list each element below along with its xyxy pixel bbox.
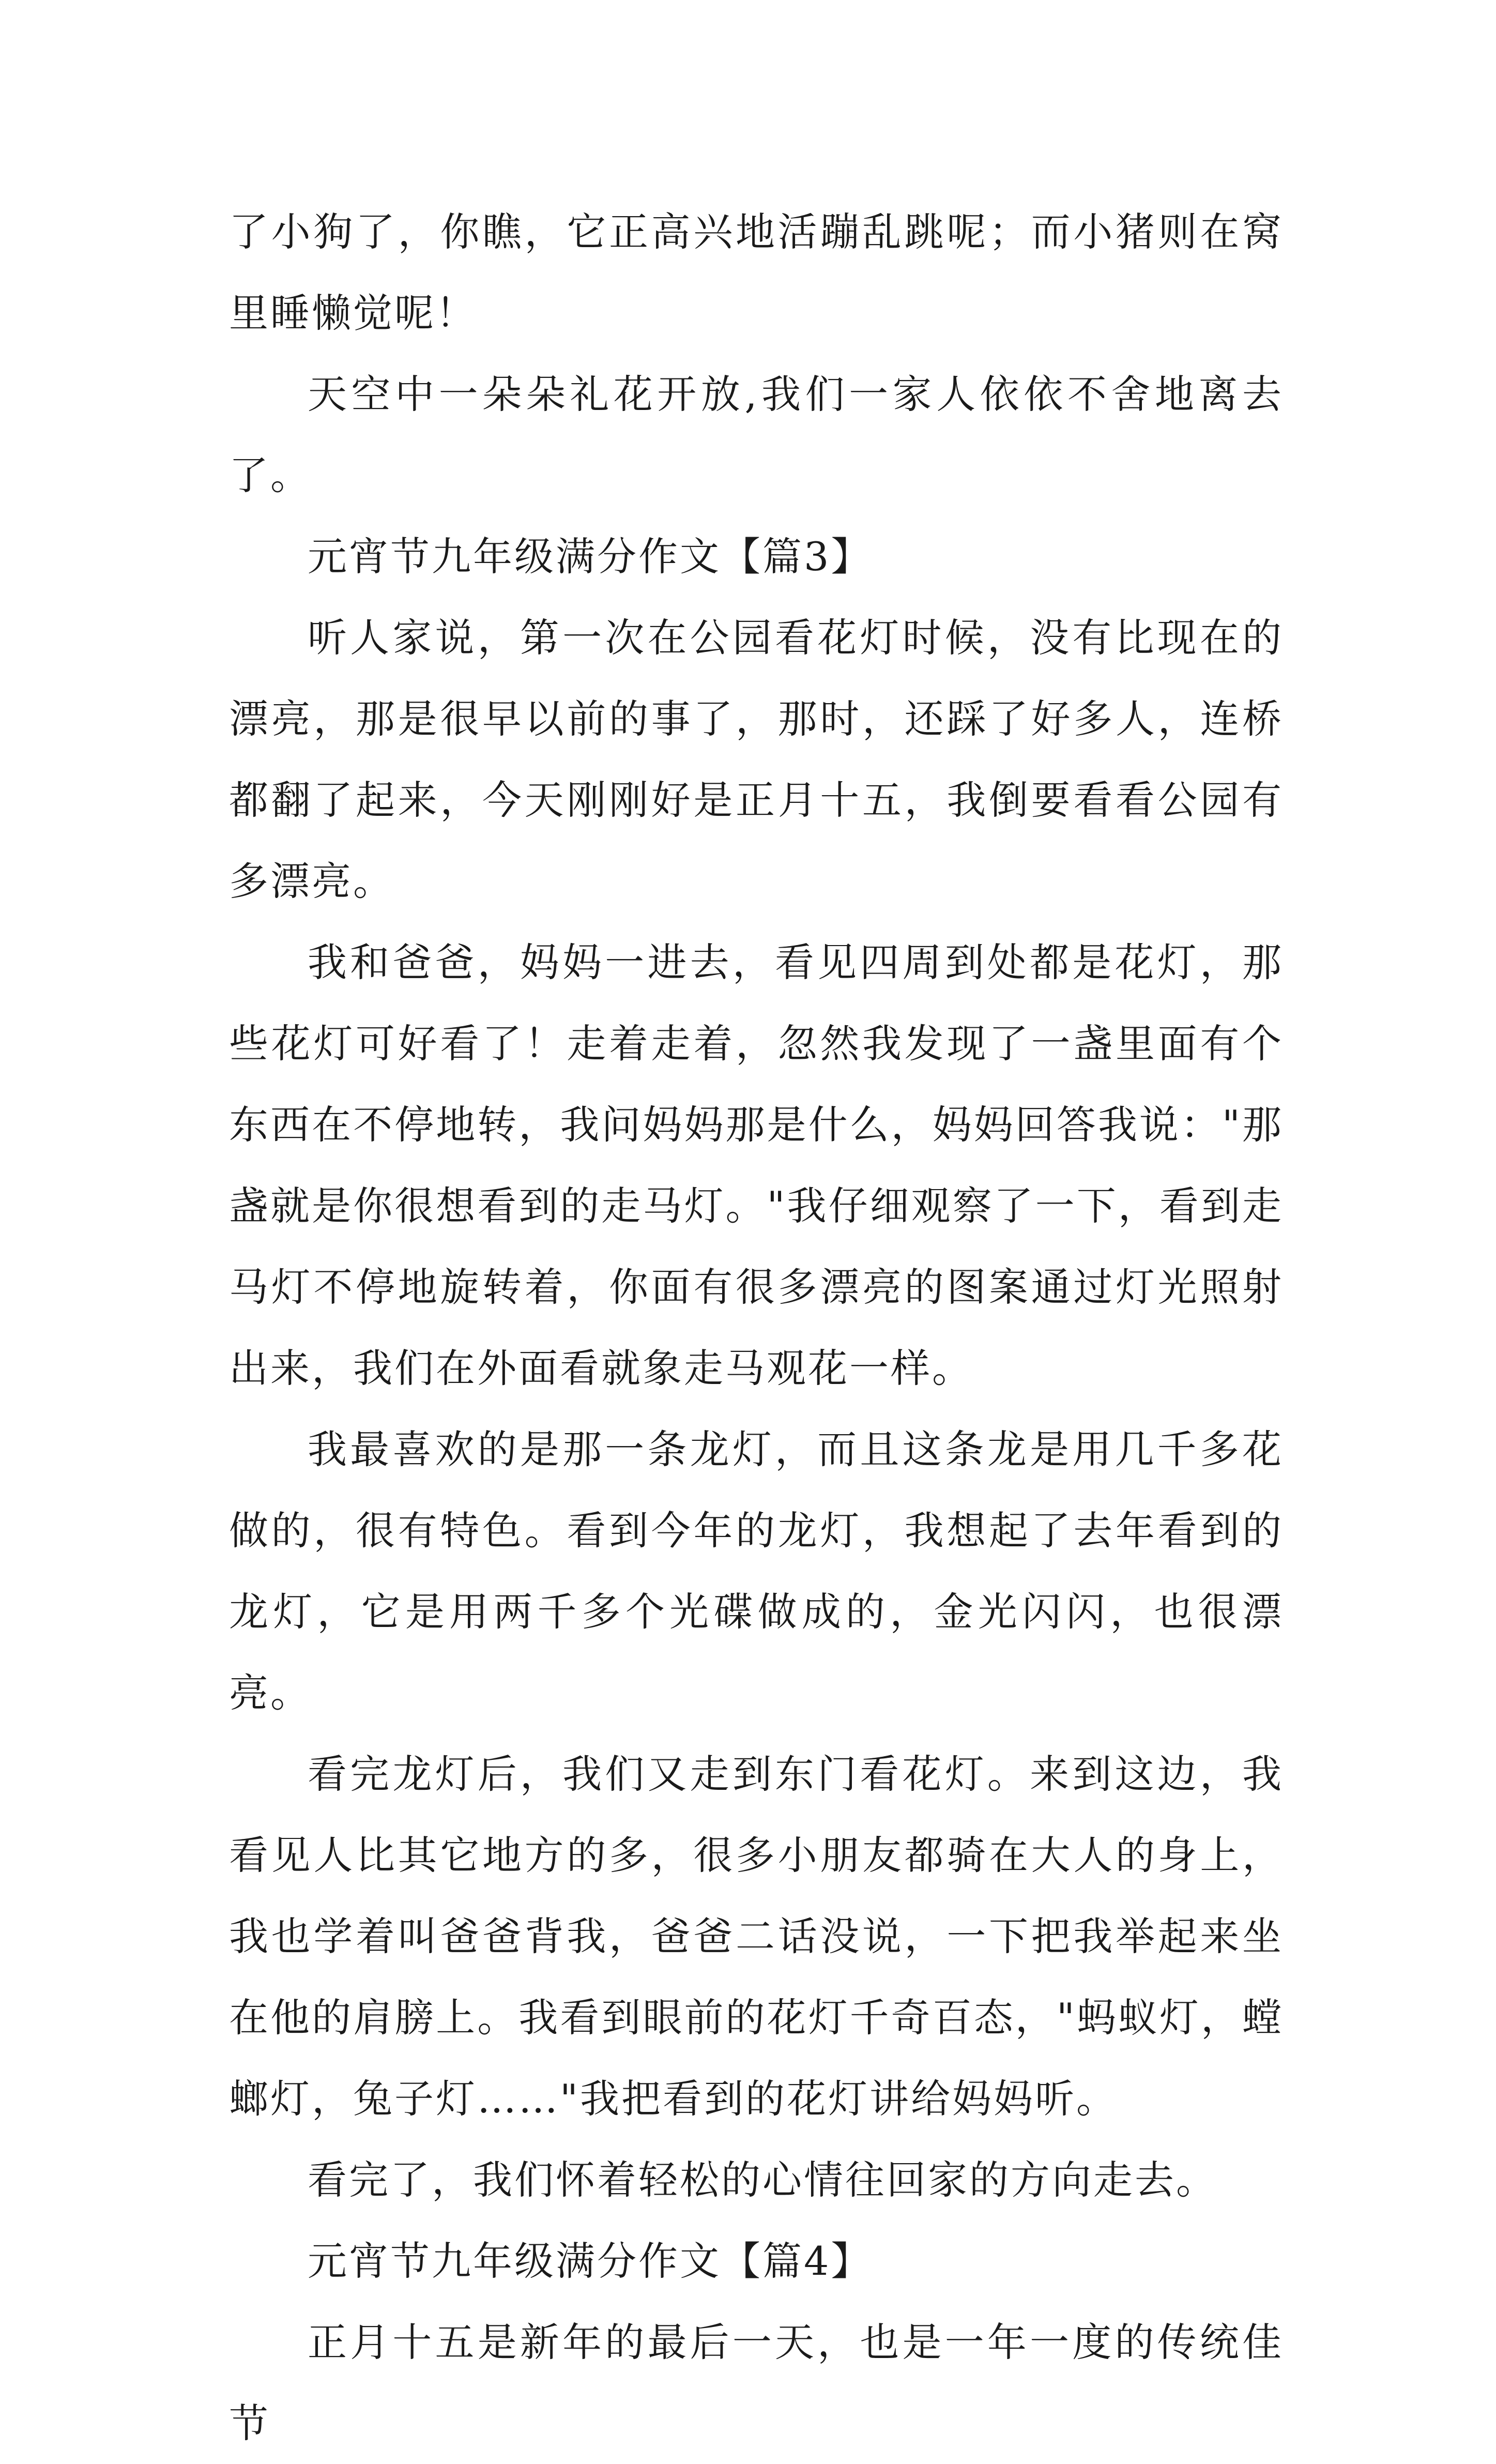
- paragraph: 我最喜欢的是那一条龙灯，而且这条龙是用几千多花做的，很有特色。看到今年的龙灯，我想起了去年看到的龙灯，它是用两千多个光碟做成的，金光闪闪，也很漂亮。: [229, 1426, 1284, 1716]
- section-heading-3: 元宵节九年级满分作文【篇3】: [308, 534, 873, 580]
- paragraph: 听人家说，第一次在公园看花灯时候，没有比现在的漂亮，那是很早以前的事了，那时，还踩了好多人，连桥都翻了起来，今天刚刚好是正月十五，我倒要看看公园有多漂亮。: [229, 615, 1284, 904]
- paragraph: 我和爸爸，妈妈一进去，看见四周到处都是花灯，那些花灯可好看了！走着走着，忽然我发现了一盏里面有个东西在不停地转，我问妈妈那是什么，妈妈回答我说："那盏就是你很想看到的走马灯。"我仔细观察了一下，看到走马灯不停地旋转着，你面有很多漂亮的图案通过灯光照射出来，我们在外面看就象走马观花一样。: [229, 939, 1284, 1391]
- essay-body: [229, 191, 1284, 2464]
- paragraph: 天空中一朵朵礼花开放,我们一家人依依不舍地离去了。: [229, 371, 1284, 498]
- section-heading-4: 元宵节九年级满分作文【篇4】: [308, 2238, 873, 2284]
- paragraph: 看完龙灯后，我们又走到东门看花灯。来到这边，我看见人比其它地方的多，很多小朋友都骑在大人的身上，我也学着叫爸爸背我，爸爸二话没说，一下把我举起来坐在他的肩膀上。我看到眼前的花灯千奇百态，"蚂蚁灯，螳螂灯，兔子灯……"我把看到的花灯讲给妈妈听。: [229, 1751, 1284, 2122]
- paragraph: 正月十五是新年的最后一天，也是一年一度的传统佳节: [229, 2319, 1284, 2446]
- paragraph-continuation: 了小狗了，你瞧，它正高兴地活蹦乱跳呢；而小猪则在窝里睡懒觉呢！: [229, 209, 1284, 336]
- paragraph: 看完了，我们怀着轻松的心情往回家的方向走去。: [308, 2157, 1217, 2203]
